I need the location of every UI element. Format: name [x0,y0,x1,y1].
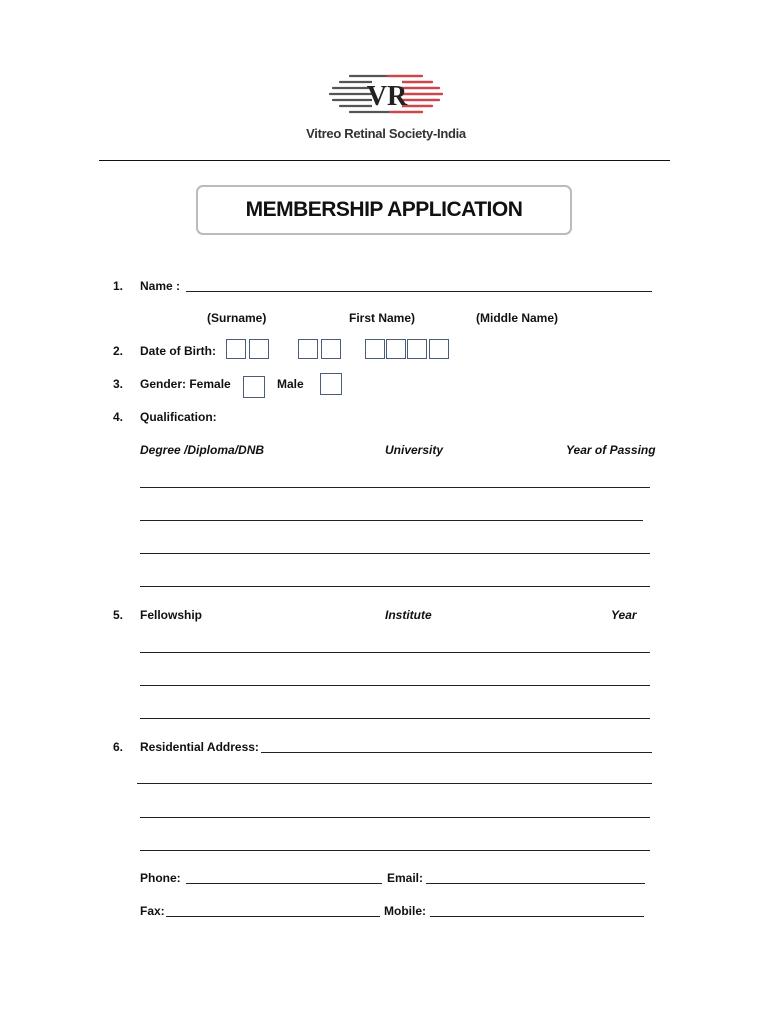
fellowship-line[interactable] [140,718,650,719]
address-line[interactable] [140,850,650,851]
dob-year-box[interactable] [429,339,449,359]
mobile-label: Mobile: [384,904,426,918]
q4-number: 4. [113,410,124,424]
dob-month-box[interactable] [298,339,318,359]
qualification-line[interactable] [140,520,643,521]
first-name-caption: First Name) [349,311,416,325]
phone-label: Phone: [140,871,181,885]
svg-text:VR: VR [366,81,408,112]
phone-field[interactable] [186,871,382,884]
qualification-label: Qualification: [140,410,217,424]
org-name: Vitreo Retinal Society-India [306,126,466,141]
gender-male-label: Male [277,377,304,391]
address-line[interactable] [140,817,650,818]
year-passing-column-header: Year of Passing [566,443,656,457]
vrsi-logo-icon [328,72,444,120]
qualification-line[interactable] [140,586,650,587]
male-checkbox[interactable] [320,373,342,395]
university-column-header: University [385,443,444,457]
dob-year-box[interactable] [407,339,427,359]
fax-label: Fax: [140,904,165,918]
female-checkbox[interactable] [243,376,265,398]
qualification-line[interactable] [140,487,650,488]
address-label: Residential Address: [140,740,259,754]
fax-field[interactable] [166,904,380,917]
fellowship-line[interactable] [140,685,650,686]
dob-label: Date of Birth: [140,344,216,358]
dob-day-box[interactable] [249,339,269,359]
q5-number: 5. [113,608,124,622]
degree-column-header: Degree /Diploma/DNB [140,443,265,457]
q2-number: 2. [113,344,124,358]
address-field[interactable] [261,740,652,753]
q1-number: 1. [113,279,124,293]
dob-day-box[interactable] [226,339,246,359]
dob-month-box[interactable] [321,339,341,359]
q6-number: 6. [113,740,124,754]
qualification-line[interactable] [140,553,650,554]
fellowship-line[interactable] [140,652,650,653]
title-box [196,185,572,235]
surname-caption: (Surname) [207,311,267,325]
email-field[interactable] [426,871,645,884]
q3-number: 3. [113,377,124,391]
logo [328,72,444,120]
email-label: Email: [387,871,424,885]
header-divider [99,160,670,161]
name-field[interactable] [186,279,652,292]
gender-female-label: Gender: Female [140,377,231,391]
year-column-header: Year [611,608,637,622]
address-line[interactable] [137,783,652,784]
institute-column-header: Institute [385,608,432,622]
fellowship-label: Fellowship [140,608,203,622]
dob-year-box[interactable] [365,339,385,359]
mobile-field[interactable] [430,904,644,917]
page-title: MEMBERSHIP APPLICATION [245,198,523,221]
name-label: Name : [140,279,181,293]
dob-year-box[interactable] [386,339,406,359]
middle-name-caption: (Middle Name) [476,311,559,325]
